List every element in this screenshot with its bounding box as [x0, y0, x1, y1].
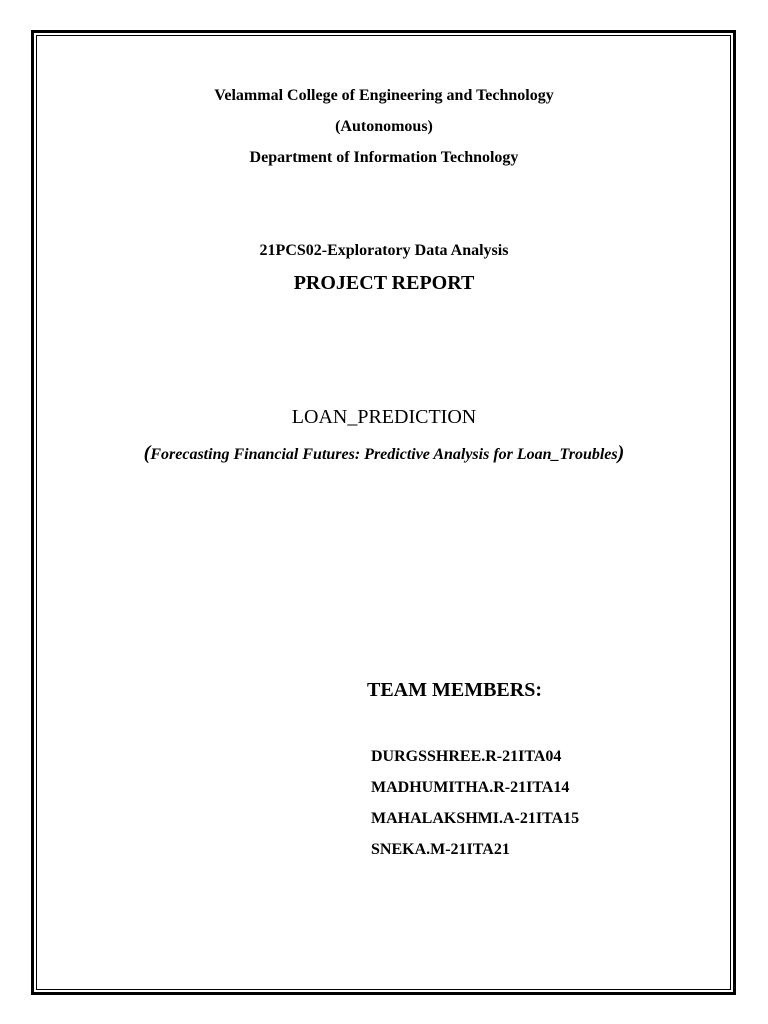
- subtitle-open-paren: (: [143, 442, 151, 464]
- team-member: MADHUMITHA.R-21ITA14: [371, 779, 570, 796]
- team-member: MAHALAKSHMI.A-21ITA15: [371, 810, 580, 827]
- course-title: 21PCS02-Exploratory Data Analysis: [259, 242, 509, 259]
- college-status: (Autonomous): [335, 118, 433, 135]
- team-members-heading: TEAM MEMBERS:: [367, 679, 542, 701]
- team-member: DURGSSHREE.R-21ITA04: [371, 748, 562, 765]
- college-name: Velammal College of Engineering and Technology: [214, 87, 554, 104]
- project-title: LOAN_PREDICTION: [291, 406, 477, 428]
- department-name: Department of Information Technology: [249, 149, 519, 166]
- subtitle-text: Forecasting Financial Futures: Predictive Analysis for Loan_Troubles: [150, 446, 618, 463]
- project-subtitle: [0, 442, 768, 465]
- report-type: PROJECT REPORT: [293, 272, 475, 294]
- team-member: SNEKA.M-21ITA21: [371, 841, 510, 858]
- team-members-list: [371, 747, 579, 871]
- subtitle-close-paren: ): [617, 442, 625, 464]
